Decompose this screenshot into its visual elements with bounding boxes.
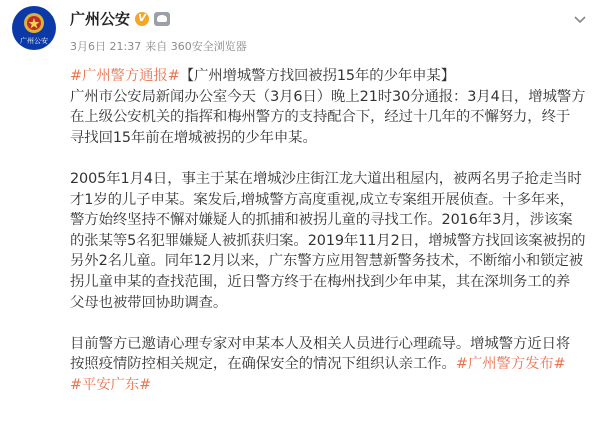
post-line: 在上级公安机关的指挥和梅州警方的支持配合下，经过十几年的不懈努力，终于 [70,109,571,126]
post-body [70,66,592,393]
post-line: 父母也被带回协助调查。 [70,294,228,311]
post-line: 2005年1月4日，事主于某在增城沙庄街江龙大道出租屋内，被两名男子抢走当时 [70,170,582,187]
post-heading [70,66,592,87]
avatar-logo-text: 广州公安 [20,37,48,45]
member-icon [154,12,170,26]
post-line: 的张某等5名犯罪嫌疑人被抓获归案。2019年11月2日，增城警方找回该案被拐的 [70,232,586,249]
post-line: 拐儿童申某的查找范围，近日警方终于在梅州找到少年申某，其在深圳务工的养 [70,273,571,290]
paragraph-gap [70,313,592,334]
post-line: 广州市公安局新闻办公室今天（3月6日）晚上21时30分通报：3月4日，增城警方 [70,88,586,105]
post-line: 目前警方已邀请心理专家对申某本人及相关人员进行心理疏导。增城警方近日将 [70,335,571,352]
post-timestamp[interactable]: 3月6日 21:37 [70,40,142,53]
post-line-text: 按照疫情防控相关规定，在确保安全的情况下组织认亲工作。 [70,356,456,373]
post-line: 寻找回15年前在增城被拐的少年申某。 [70,129,317,146]
post-title: 【广州增城警方找回被拐15年的少年申某】 [179,68,456,84]
post-meta [70,38,247,54]
post-line: 另外2名儿童。同年12月以来，广东警方应用智慧新警务技术，不断缩小和锁定被 [70,253,584,270]
hashtag-link[interactable]: #平安广东# [70,376,152,393]
verified-v-icon: V [135,12,149,26]
post-source: 来自 360安全浏览器 [145,40,247,53]
post-line: 才1岁的儿子申某。案发后,增城警方高度重视,成立专案组开展侦查。十多年来， [70,191,574,208]
account-name[interactable]: 广州公安 [70,10,131,28]
account-name-row [70,8,170,29]
police-emblem-icon [12,6,56,50]
chevron-down-icon[interactable] [572,12,588,28]
avatar[interactable] [12,6,56,50]
hashtag-link[interactable]: #广州警方通报# [70,68,180,84]
post-line-last [70,354,592,375]
hashtag-link[interactable]: #广州警方发布# [455,356,566,373]
post-line-clipped [70,375,592,393]
post-line: 警方始终坚持不懈对嫌疑人的抓捕和被拐儿童的寻找工作。2016年3月，涉该案 [70,212,573,229]
paragraph-gap [70,148,592,169]
